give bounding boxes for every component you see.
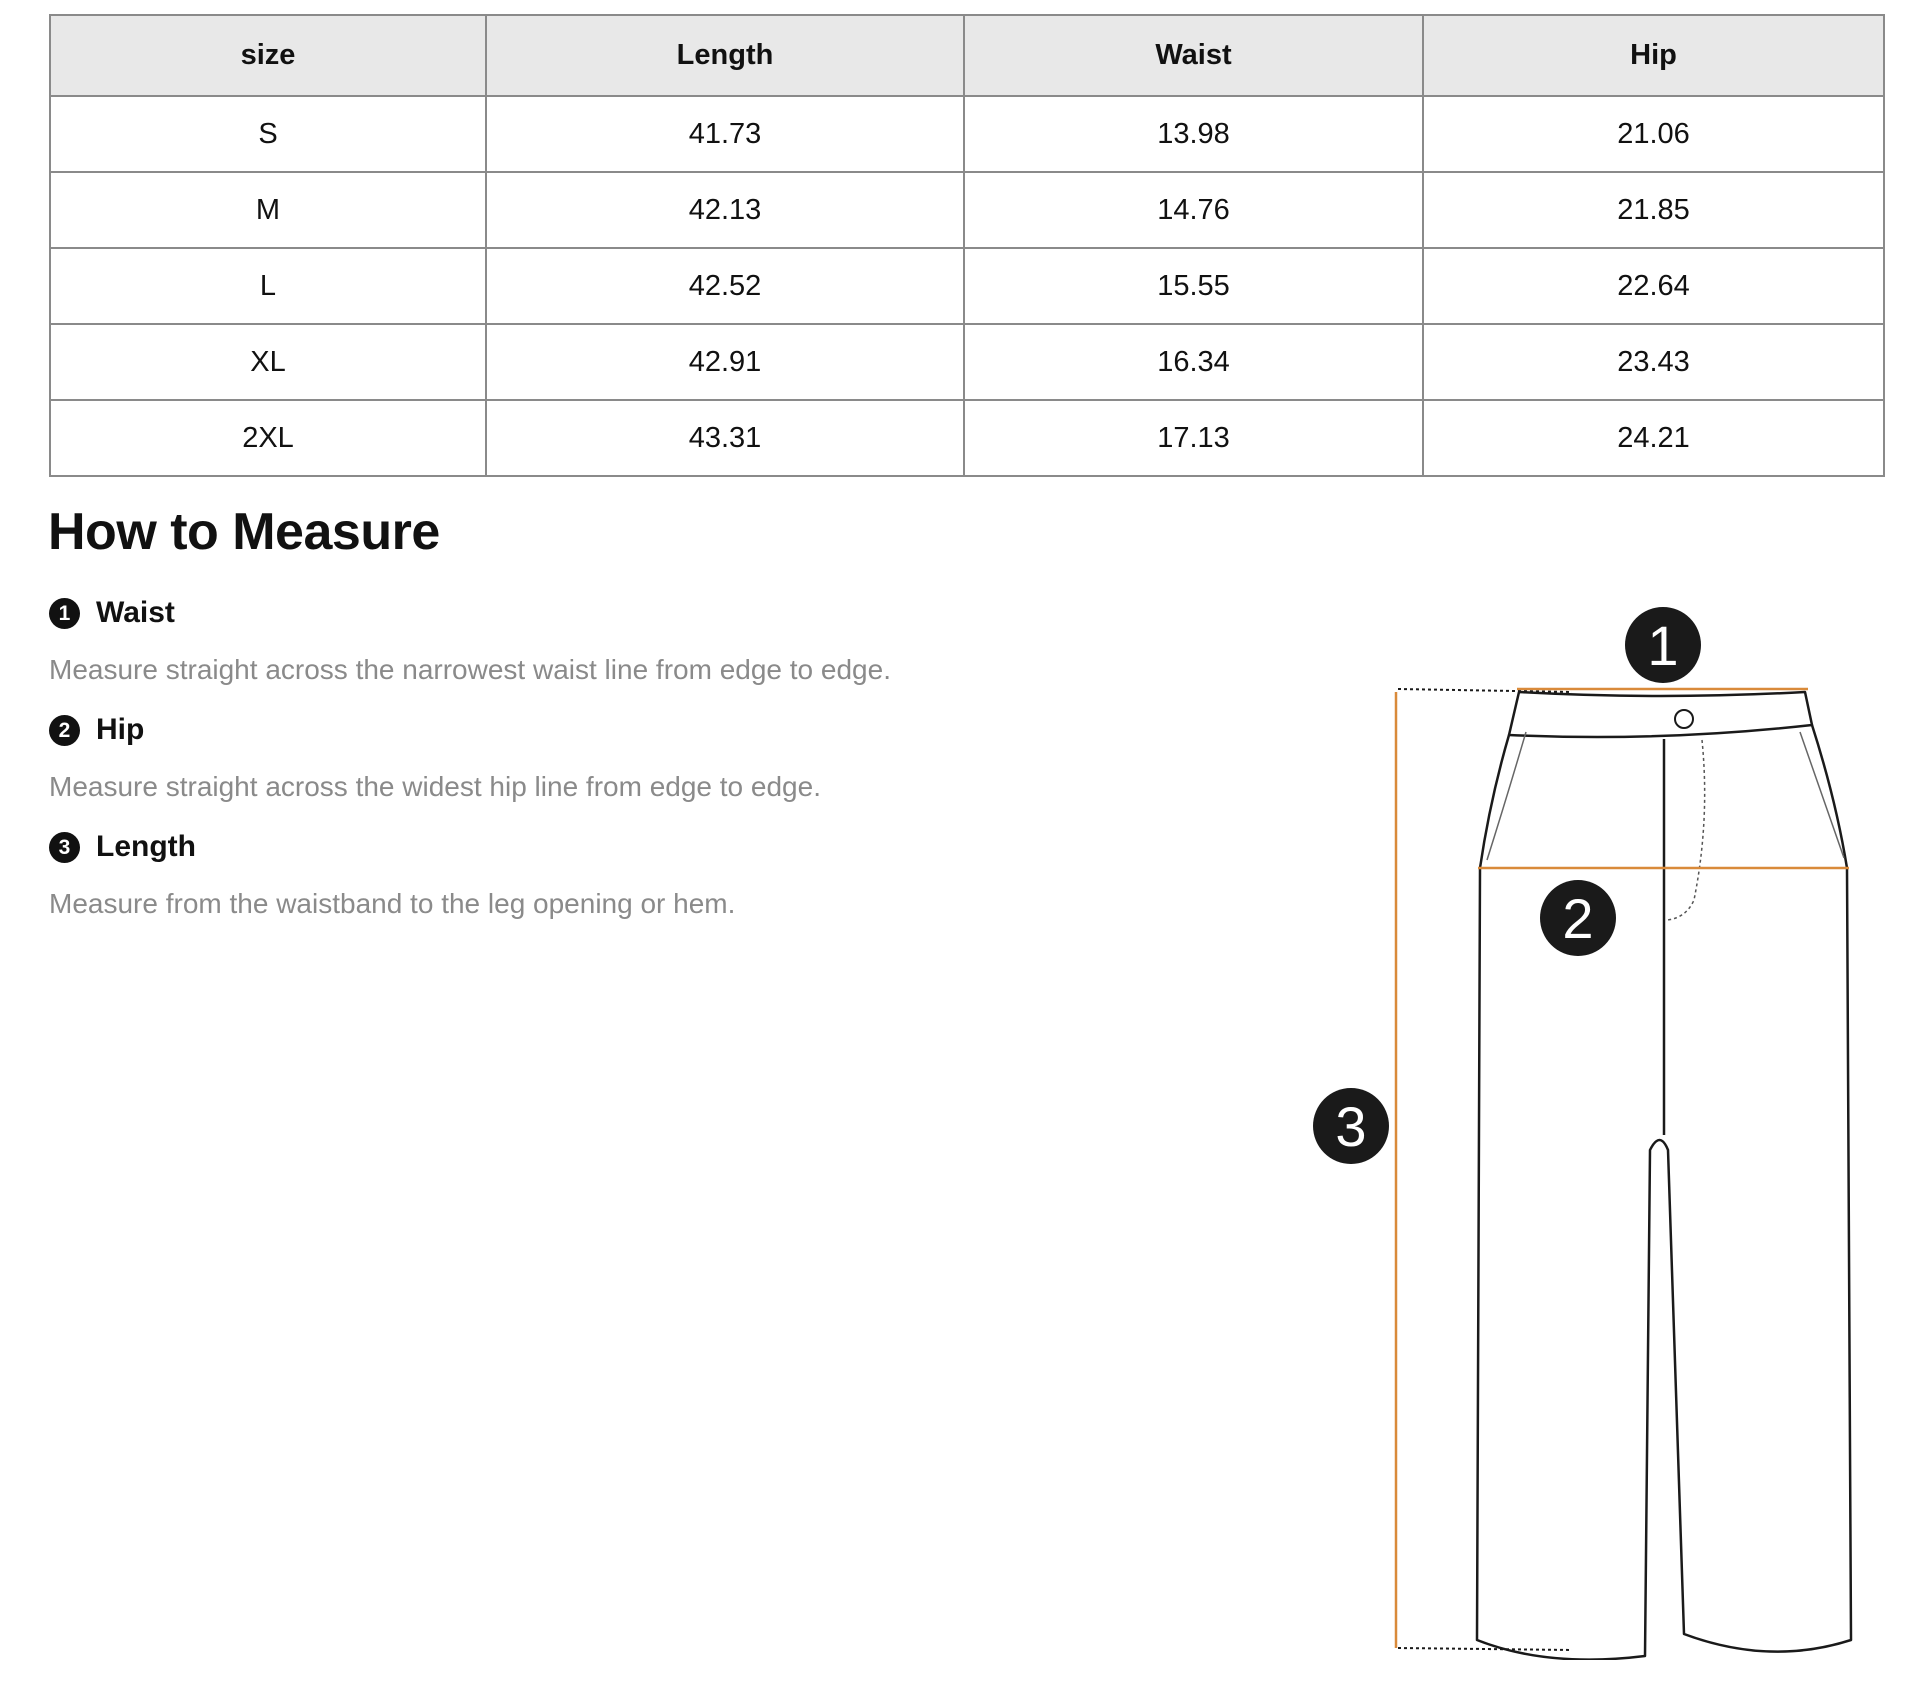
cell-length: 43.31 bbox=[486, 400, 964, 476]
step-label: Hip bbox=[96, 713, 145, 746]
measurement-lines bbox=[1396, 689, 1849, 1648]
pants-measurement-diagram bbox=[1300, 590, 1860, 1660]
cell-size: M bbox=[50, 172, 486, 248]
size-chart-header bbox=[50, 15, 1884, 96]
marker-2-label: 2 bbox=[1562, 887, 1594, 950]
bottom-dotted-guide bbox=[1398, 1648, 1572, 1650]
stitching bbox=[1667, 740, 1705, 920]
step-number-badge: 1 bbox=[49, 598, 80, 629]
waistband-outline bbox=[1509, 692, 1812, 737]
cell-length: 42.13 bbox=[486, 172, 964, 248]
cell-size: XL bbox=[50, 324, 486, 400]
pocket-lines bbox=[1487, 732, 1844, 860]
step-description: Measure straight across the narrowest waist line from edge to edge. bbox=[49, 654, 891, 685]
size-chart-body bbox=[50, 96, 1884, 476]
cell-hip: 23.43 bbox=[1423, 324, 1884, 400]
button-icon bbox=[1675, 710, 1693, 728]
table-row bbox=[50, 172, 1884, 248]
cell-waist: 14.76 bbox=[964, 172, 1423, 248]
size-chart-table bbox=[49, 14, 1885, 477]
marker-1-label: 1 bbox=[1647, 614, 1679, 677]
marker-3-icon bbox=[1313, 1088, 1389, 1164]
step-length bbox=[49, 830, 196, 864]
cell-length: 42.52 bbox=[486, 248, 964, 324]
step-number-badge: 2 bbox=[49, 715, 80, 746]
header-hip: Hip bbox=[1423, 15, 1884, 96]
marker-1-icon bbox=[1625, 607, 1701, 683]
step-description: Measure from the waistband to the leg opening or hem. bbox=[49, 888, 736, 919]
step-waist bbox=[49, 596, 175, 630]
step-description: Measure straight across the widest hip line from edge to edge. bbox=[49, 771, 821, 802]
pants-outline bbox=[1477, 692, 1851, 1660]
step-label: Waist bbox=[96, 596, 175, 629]
table-row bbox=[50, 96, 1884, 172]
cell-size: 2XL bbox=[50, 400, 486, 476]
marker-3-label: 3 bbox=[1335, 1095, 1367, 1158]
cell-size: S bbox=[50, 96, 486, 172]
step-label: Length bbox=[96, 830, 196, 863]
cell-length: 41.73 bbox=[486, 96, 964, 172]
cell-waist: 16.34 bbox=[964, 324, 1423, 400]
cell-waist: 13.98 bbox=[964, 96, 1423, 172]
step-number-badge: 3 bbox=[49, 832, 80, 863]
cell-length: 42.91 bbox=[486, 324, 964, 400]
step-hip bbox=[49, 713, 144, 747]
right-pocket-line bbox=[1800, 732, 1844, 858]
header-waist: Waist bbox=[964, 15, 1423, 96]
header-length: Length bbox=[486, 15, 964, 96]
cell-hip: 21.85 bbox=[1423, 172, 1884, 248]
table-row bbox=[50, 324, 1884, 400]
cell-hip: 22.64 bbox=[1423, 248, 1884, 324]
cell-hip: 24.21 bbox=[1423, 400, 1884, 476]
table-row bbox=[50, 400, 1884, 476]
header-size: size bbox=[50, 15, 486, 96]
how-to-measure-title: How to Measure bbox=[48, 503, 440, 561]
cell-waist: 15.55 bbox=[964, 248, 1423, 324]
header-row bbox=[50, 15, 1884, 96]
cell-size: L bbox=[50, 248, 486, 324]
marker-2-icon bbox=[1540, 880, 1616, 956]
cell-waist: 17.13 bbox=[964, 400, 1423, 476]
table-row bbox=[50, 248, 1884, 324]
fly-stitch bbox=[1667, 740, 1705, 920]
cell-hip: 21.06 bbox=[1423, 96, 1884, 172]
